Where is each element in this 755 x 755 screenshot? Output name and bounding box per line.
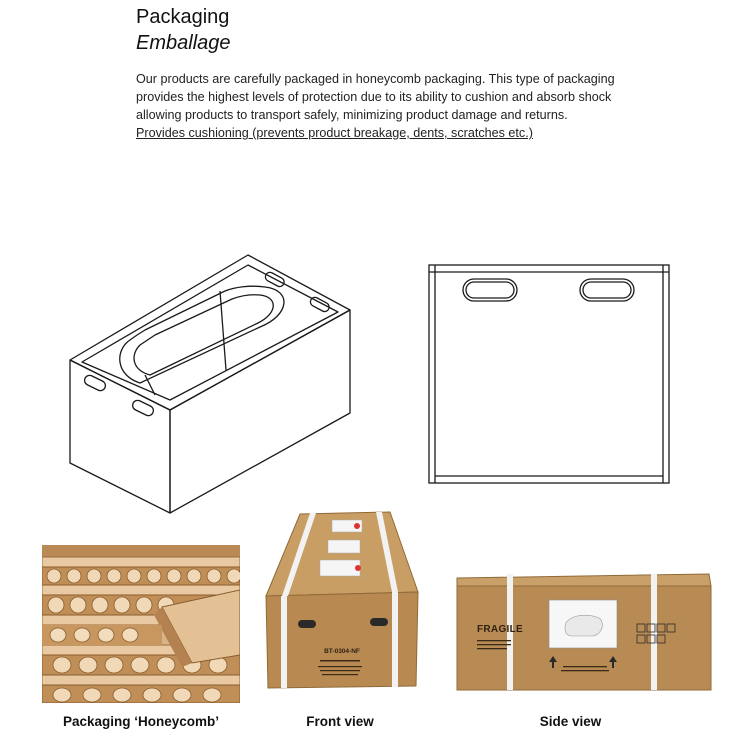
caption-honeycomb: Packaging ‘Honeycomb’ xyxy=(62,714,220,729)
front-box-label: BT-0304-NF xyxy=(324,648,360,655)
intro-paragraph: Our products are carefully packaged in honeycomb packaging. This type of packaging provides the highest levels of protection due to its ability to cushion and absorb shock allowing products to transport safely, minimizing product damage and returns. xyxy=(136,72,615,122)
box-side-panel-drawing xyxy=(425,262,675,488)
side-view-photo xyxy=(453,572,713,692)
page-title: Packaging xyxy=(136,6,230,28)
caption-side-view: Side view xyxy=(539,714,602,729)
honeycomb-photo xyxy=(42,545,240,703)
page-subtitle: Emballage xyxy=(136,32,231,54)
caption-front-view: Front view xyxy=(306,714,374,729)
intro-text xyxy=(136,70,626,142)
intro-highlight: Provides cushioning (prevents product breakage, dents, scratches etc.) xyxy=(136,126,533,140)
front-view-box-image xyxy=(262,510,422,690)
box-isometric-drawing xyxy=(60,245,360,520)
side-box-label: FRAGILE xyxy=(477,624,523,635)
front-view-photo xyxy=(262,510,422,690)
